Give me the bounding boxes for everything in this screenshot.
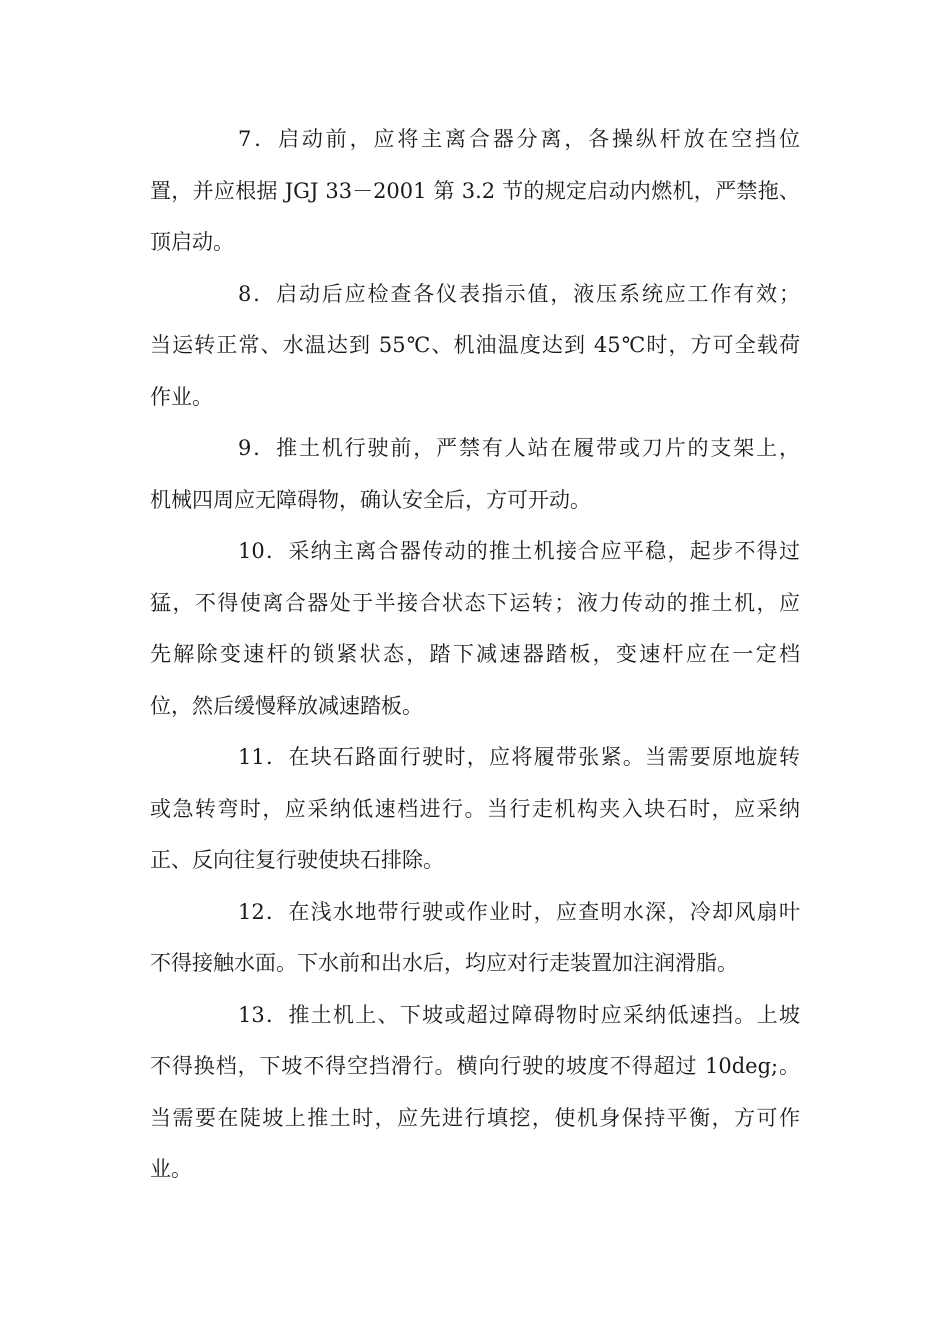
paragraph-8-line-1: 8．启动后应检查各仪表指示值，液压系统应工作有效； [238,281,800,306]
document-body [150,114,800,1196]
paragraph-11-line-3: 正、反向往复行驶使块石排除。 [150,848,444,872]
paragraph-10-line-3: 先解除变速杆的锁紧状态，踏下减速器踏板，变速杆应在一定档 [150,642,800,666]
paragraph-10-line-1: 10．采纳主离合器传动的推土机接合应平稳，起步不得过 [238,539,800,563]
paragraph-12-line-2: 不得接触水面。下水前和出水后，均应对行走装置加注润滑脂。 [150,951,738,975]
paragraph-7-line-2: 置，并应根据 JGJ 33－2001 第 3.2 节的规定启动内燃机，严禁拖、 [150,178,800,203]
paragraph-8-line-3: 作业。 [150,384,213,409]
paragraph-11-line-1: 11．在块石路面行驶时，应将履带张紧。当需要原地旋转 [238,745,800,769]
paragraph-13-line-2: 不得换档，下坡不得空挡滑行。横向行驶的坡度不得超过 10deg;。 [150,1054,800,1078]
paragraph-11-line-2: 或急转弯时，应采纳低速档进行。当行走机构夹入块石时，应采纳 [150,796,800,821]
paragraph-9-line-2: 机械四周应无障碍物，确认安全后，方可开动。 [150,487,591,512]
paragraph-12-line-1: 12．在浅水地带行驶或作业时，应查明水深，冷却风扇叶 [238,899,800,924]
paragraph-7-line-1: 7．启动前，应将主离合器分离，各操纵杆放在空挡位 [238,127,800,151]
paragraph-13-line-3: 当需要在陡坡上推土时，应先进行填挖，使机身保持平衡，方可作 [150,1105,800,1130]
paragraph-8-line-2: 当运转正常、水温达到 55℃、机油温度达到 45℃时，方可全载荷 [150,333,800,357]
paragraph-13-line-4: 业。 [150,1157,192,1181]
paragraph-7-line-3: 顶启动。 [150,230,234,254]
paragraph-10-line-2: 猛，不得使离合器处于半接合状态下运转；液力传动的推土机，应 [150,590,800,615]
paragraph-10-line-4: 位，然后缓慢释放减速踏板。 [150,693,423,718]
paragraph-13-line-1: 13．推土机上、下坡或超过障碍物时应采纳低速挡。上坡 [238,1002,800,1027]
paragraph-9-line-1: 9．推土机行驶前，严禁有人站在履带或刀片的支架上， [238,436,800,460]
